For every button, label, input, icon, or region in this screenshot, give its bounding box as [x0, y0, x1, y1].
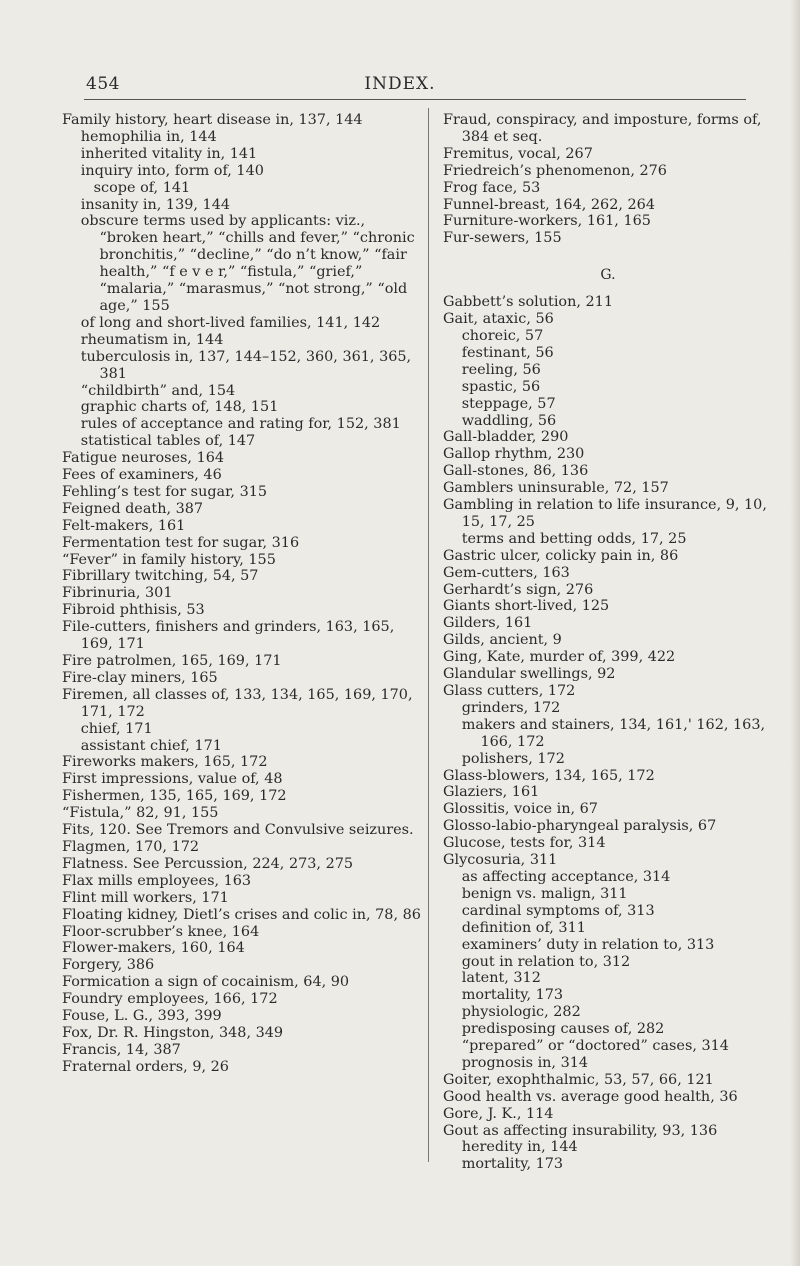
index-entry: Gambling in relation to life insurance, 9, 10, 15, 17, 25 [443, 497, 767, 530]
index-entry: Floating kidney, Dietl’s crises and colic in, 78, 86 [62, 906, 421, 923]
index-entry: Fox, Dr. R. Hingston, 348, 349 [62, 1024, 284, 1041]
index-entry: Floor-scrubber’s knee, 164 [62, 923, 260, 940]
index-subentry: tuberculosis in, 137, 144–152, 360, 361, 365, 381 [80, 348, 412, 382]
index-entry: Fraternal orders, 9, 26 [62, 1058, 229, 1075]
index-subentry: choreic, 57 [461, 327, 544, 344]
index-entry: Gall-bladder, 290 [443, 429, 569, 446]
index-subentry: “prepared” or “doctored” cases, 314 [461, 1038, 729, 1055]
index-subentry: obscure terms used by applicants: viz., “broken heart,” “chills and fever,” “chronic bronchitis,” “decline,” “do n’t know,” “fair health,” “f e v e r,” “fistula,” “grief,” “malaria,” “marasmus,” “not strong,” “old age,” 155 [80, 213, 415, 314]
index-entry: Fees of examiners, 46 [62, 467, 222, 484]
index-entry: Formication a sign of cocainism, 64, 90 [62, 974, 350, 991]
page-number: 454 [86, 74, 120, 94]
index-entry: Fouse, L. G., 393, 399 [62, 1008, 222, 1025]
index-subentry: cardinal symptoms of, 313 [461, 902, 655, 919]
index-subentry: prognosis in, 314 [461, 1054, 589, 1071]
index-subentry: “childbirth” and, 154 [80, 382, 236, 399]
index-entry: Frog face, 53 [443, 179, 541, 196]
index-entry: Fraud, conspiracy, and imposture, forms of, 384 et seq. [443, 112, 762, 145]
index-subentry: definition of, 311 [461, 919, 586, 936]
index-entry: Flatness. See Percussion, 224, 273, 275 [62, 855, 354, 872]
header-rule [84, 99, 746, 100]
index-subentry: rules of acceptance and rating for, 152, 381 [80, 416, 401, 433]
index-entry: Flagmen, 170, 172 [62, 838, 200, 855]
index-subentry: chief, 171 [80, 720, 153, 737]
index-entry: Glaziers, 161 [443, 784, 540, 801]
index-subentry: benign vs. malign, 311 [461, 885, 628, 902]
index-entry: Glass-blowers, 134, 165, 172 [443, 767, 655, 784]
index-entry: Good health vs. average good health, 36 [443, 1088, 738, 1105]
index-subentry: latent, 312 [461, 970, 541, 987]
index-entry: First impressions, value of, 48 [62, 771, 283, 788]
index-entry: “Fistula,” 82, 91, 155 [62, 805, 219, 822]
index-entry: Felt-makers, 161 [62, 517, 186, 534]
index-entry: Gamblers uninsurable, 72, 157 [443, 480, 669, 497]
index-entry: Fibrinuria, 301 [62, 585, 173, 602]
index-entry: Fits, 120. See Tremors and Convulsive seizures. [62, 822, 414, 839]
index-subentry: predisposing causes of, 282 [461, 1021, 665, 1038]
index-entry: File-cutters, finishers and grinders, 163, 165, 169, 171 [62, 619, 395, 653]
index-entry: Francis, 14, 387 [62, 1041, 181, 1058]
index-subentry: spastic, 56 [461, 378, 541, 395]
index-subentry: examiners’ duty in relation to, 313 [461, 936, 715, 953]
index-subentry: waddling, 56 [461, 412, 557, 429]
index-entry: Glass cutters, 172 [443, 683, 576, 699]
index-subentry: scope of, 141 [93, 179, 191, 196]
index-entry: Ging, Kate, murder of, 399, 422 [443, 649, 676, 666]
index-subentry: gout in relation to, 312 [461, 953, 631, 970]
index-entry: Fermentation test for sugar, 316 [62, 534, 300, 551]
index-entry: Flint mill workers, 171 [62, 889, 229, 906]
index-subentry: rheumatism in, 144 [80, 331, 224, 348]
index-entry: Fibrillary twitching, 54, 57 [62, 568, 259, 585]
index-entry: Friedreich’s phenomenon, 276 [443, 162, 667, 179]
index-entry: Fehling’s test for sugar, 315 [62, 483, 268, 500]
index-entry: Foundry employees, 166, 172 [62, 991, 278, 1008]
index-subentry: grinders, 172 [461, 699, 561, 716]
index-entry: Fatigue neuroses, 164 [62, 450, 225, 467]
index-subentry: inquiry into, form of, 140 [80, 162, 264, 179]
index-entry: Fire-clay miners, 165 [62, 669, 218, 686]
index-entry: Fire patrolmen, 165, 169, 171 [62, 653, 282, 669]
index-entry: Fibroid phthisis, 53 [62, 602, 205, 619]
index-entry: Glycosuria, 311 [443, 852, 558, 869]
index-entry: Funnel-breast, 164, 262, 264 [443, 196, 655, 213]
index-entry: Gilds, ancient, 9 [443, 632, 562, 649]
index-subentry: steppage, 57 [461, 395, 556, 412]
index-subentry: statistical tables of, 147 [80, 433, 256, 450]
index-subentry: heredity in, 144 [461, 1139, 578, 1156]
index-entry: Fremitus, vocal, 267 [443, 145, 593, 162]
index-subentry: reeling, 56 [461, 361, 541, 378]
index-subentry: of long and short-lived families, 141, 142 [80, 314, 381, 331]
index-entry: Gallop rhythm, 230 [443, 446, 585, 463]
index-entry: Giants short-lived, 125 [443, 598, 610, 615]
index-subentry: inherited vitality in, 141 [80, 145, 258, 162]
index-entry: Gait, ataxic, 56 [443, 311, 554, 328]
index-entry: Gilders, 161 [443, 615, 533, 632]
column-divider [428, 108, 429, 1162]
index-section-heading: G. [600, 267, 616, 284]
index-subentry: mortality, 173 [461, 987, 564, 1004]
index-subentry: as affecting acceptance, 314 [461, 868, 671, 885]
index-subentry: makers and stainers, 134, 161,' 162, 163, 166, 172 [461, 716, 766, 750]
index-entry: Flax mills employees, 163 [62, 872, 252, 889]
index-entry: Family history, heart disease in, 137, 144 [62, 112, 363, 128]
index-entry: Goiter, exophthalmic, 53, 57, 66, 121 [443, 1071, 714, 1088]
index-entry: Gastric ulcer, colicky pain in, 86 [443, 547, 679, 564]
index-entry: Gerhardt’s sign, 276 [443, 581, 594, 598]
index-subentry: terms and betting odds, 17, 25 [461, 530, 687, 547]
index-subentry: hemophilia in, 144 [80, 128, 217, 145]
index-subentry: graphic charts of, 148, 151 [80, 399, 279, 416]
index-entry: Feigned death, 387 [62, 500, 204, 517]
index-entry: Gout as affecting insurability, 93, 136 [443, 1122, 718, 1139]
index-entry: Glossitis, voice in, 67 [443, 801, 598, 818]
index-entry: Fishermen, 135, 165, 169, 172 [62, 788, 287, 805]
index-entry: Gabbett’s solution, 211 [443, 294, 613, 311]
left-column [62, 112, 422, 1076]
index-entry: Forgery, 386 [62, 957, 155, 974]
index-entry: Flower-makers, 160, 164 [62, 940, 245, 957]
index-entry: Fireworks makers, 165, 172 [62, 754, 268, 771]
page-edge-shadow [790, 0, 800, 1266]
index-entry: “Fever” in family history, 155 [62, 551, 276, 568]
index-entry: Glandular swellings, 92 [443, 666, 616, 683]
index-subentry: polishers, 172 [461, 750, 565, 767]
index-entry: Glucose, tests for, 314 [443, 835, 606, 852]
index-entry: Gall-stones, 86, 136 [443, 463, 589, 480]
index-subentry: physiologic, 282 [461, 1004, 581, 1021]
index-entry: Gem-cutters, 163 [443, 564, 570, 581]
index-entry: Furniture-workers, 161, 165 [443, 213, 651, 230]
right-column [443, 112, 773, 1173]
page-title: INDEX. [364, 74, 436, 94]
index-subentry: festinant, 56 [461, 344, 554, 361]
index-entry: Fur-sewers, 155 [443, 230, 562, 247]
index-entry: Gore, J. K., 114 [443, 1105, 554, 1122]
index-entry: Glosso-labio-pharyngeal paralysis, 67 [443, 818, 717, 835]
index-subentry: insanity in, 139, 144 [80, 196, 231, 213]
index-subentry: assistant chief, 171 [80, 737, 222, 754]
index-entry: Firemen, all classes of, 133, 134, 165, 169, 170, 171, 172 [62, 686, 413, 720]
index-subentry: mortality, 173 [461, 1156, 564, 1173]
